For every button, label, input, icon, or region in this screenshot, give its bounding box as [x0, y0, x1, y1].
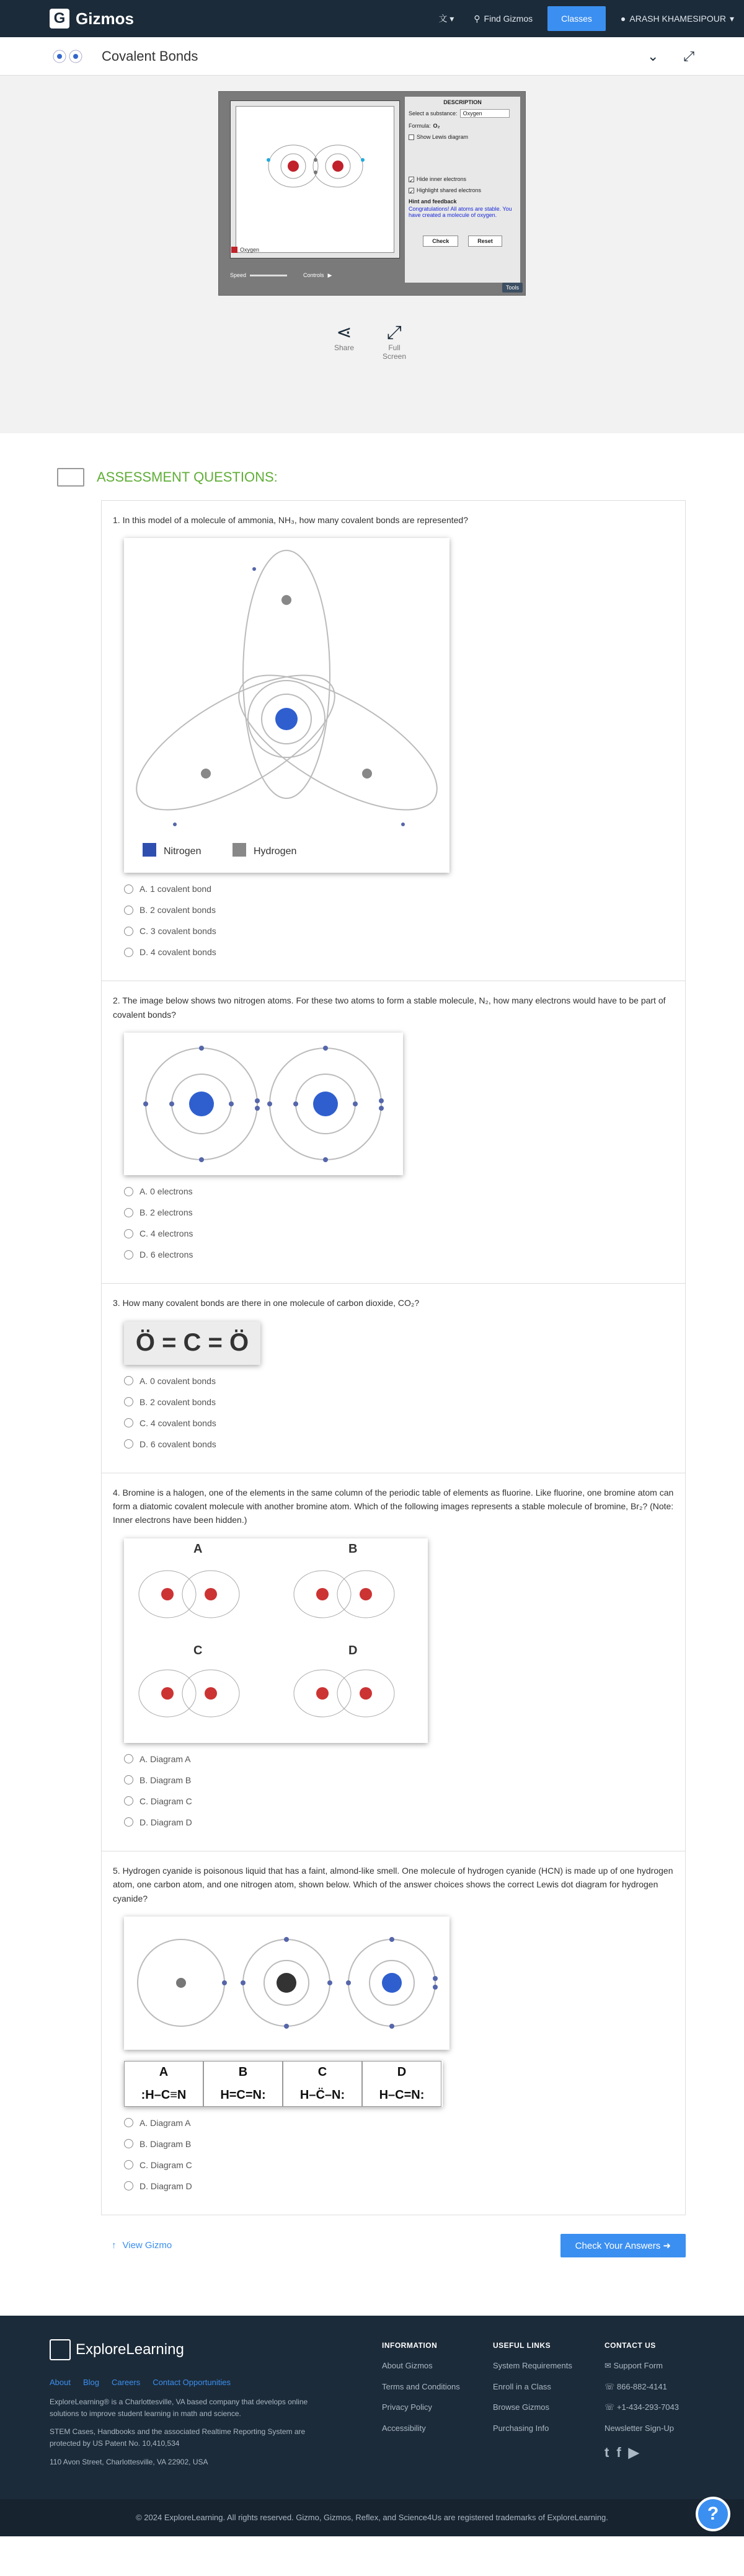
- phone-link[interactable]: ☏ 866-882-4141: [604, 2381, 667, 2391]
- question-1: 1. In this model of a molecule of ammonia, NH₃, how many covalent bonds are represented? Nitrogen Hydrogen A. 1 covalent bond B. 2 covalent bonds C. 3 covalent bonds D. 4 covalent bonds: [102, 501, 685, 981]
- footer-link[interactable]: System Requirements: [493, 2361, 572, 2371]
- answer-option[interactable]: D. Diagram D: [124, 1817, 674, 1827]
- gizmo-title: Covalent Bonds: [102, 48, 198, 64]
- answer-option[interactable]: D. 6 electrons: [124, 1250, 674, 1259]
- share-button[interactable]: ⋖ Share: [334, 322, 355, 352]
- radio-button[interactable]: [124, 2160, 133, 2169]
- oxygen-swatch: [231, 247, 237, 253]
- answer-option[interactable]: B. 2 electrons: [124, 1207, 674, 1217]
- question-4: 4. Bromine is a halogen, one of the elements in the same column of the periodic table of elements as fluorine. Like fluorine, one bromine atom can form a diatomic covalent molecule with another bromine atom. Which of the following images represents a stable molecule of bromine, Br₂? (Note: Inner electrons have been hidden.) A B C D A. Diagram A B. Diagram B C. Diagram C D. Diagram D: [102, 1473, 685, 1851]
- assessment-heading: ASSESSMENT QUESTIONS:: [97, 469, 278, 485]
- answer-option[interactable]: A. 0 covalent bonds: [124, 1376, 674, 1386]
- footer-link[interactable]: Terms and Conditions: [382, 2381, 460, 2391]
- footer-link[interactable]: Blog: [82, 2377, 100, 2387]
- simulation[interactable]: Oxygen DESCRIPTION Select a substance: Oxygen Formula: O₂ Show Lewis diagram ✓ Hide inner electrons ✓ Highlight shared electrons Hint and feedback Congratulations! All atoms are stable. You have created a molecule of oxygen. Check Reset Speed Controls ▶ Tools: [218, 91, 526, 296]
- speed-slider[interactable]: [250, 275, 287, 276]
- play-icon[interactable]: ▶: [327, 271, 332, 278]
- answer-option[interactable]: C. 4 covalent bonds: [124, 1418, 674, 1428]
- diagram-label: A: [193, 1542, 203, 1556]
- language-menu[interactable]: 文 ▾: [438, 14, 454, 24]
- youtube-icon[interactable]: ▶: [628, 2445, 639, 2461]
- check-button[interactable]: Check: [423, 236, 458, 247]
- newsletter-link[interactable]: Newsletter Sign-Up: [604, 2423, 674, 2433]
- footer-link[interactable]: About: [50, 2377, 71, 2387]
- radio-button[interactable]: [124, 1187, 133, 1196]
- footer-link[interactable]: Careers: [112, 2377, 141, 2387]
- footer-link[interactable]: Enroll in a Class: [493, 2381, 551, 2391]
- answer-option[interactable]: A. 0 electrons: [124, 1186, 674, 1196]
- answer-option[interactable]: B. 2 covalent bonds: [124, 1397, 674, 1407]
- checklist-icon: [57, 468, 84, 487]
- answer-option[interactable]: B. Diagram B: [124, 2139, 674, 2149]
- diagram-label: D: [348, 1643, 358, 1657]
- copyright: © 2024 ExploreLearning. All rights reserved. Gizmo, Gizmos, Reflex, and Science4Us are registered trademarks of ExploreLearning.: [0, 2499, 744, 2536]
- check-answers-button[interactable]: Check Your Answers ➜: [560, 2234, 686, 2257]
- footer-link[interactable]: Privacy Policy: [382, 2402, 432, 2412]
- question-2: 2. The image below shows two nitrogen atoms. For these two atoms to form a stable molecule, N₂, how many electrons would have to be part of covalent bonds? A. 0 electrons B. 2 electrons C. 4 electrons D. 6 electrons: [102, 981, 685, 1284]
- top-bar: [0, 0, 744, 37]
- radio-button[interactable]: [124, 2118, 133, 2127]
- twitter-icon[interactable]: t: [604, 2445, 609, 2461]
- radio-button[interactable]: [124, 2181, 133, 2190]
- answer-option[interactable]: C. 4 electrons: [124, 1228, 674, 1238]
- radio-button[interactable]: [124, 948, 133, 957]
- classes-button[interactable]: Classes: [547, 6, 606, 31]
- user-icon: ●: [620, 14, 626, 24]
- hcn-atoms-figure: [124, 1917, 450, 2050]
- oxygen-molecule: [236, 107, 395, 254]
- chevron-down-icon[interactable]: ⌄: [647, 48, 659, 64]
- search-icon: ⚲: [474, 13, 480, 24]
- radio-button[interactable]: [124, 1796, 133, 1806]
- hcn-lewis-choices: A :H–C≡N B H=C=N: C H–C̈–N: D H–C=N:: [124, 2061, 443, 2107]
- footer-link[interactable]: Browse Gizmos: [493, 2402, 550, 2412]
- facebook-icon[interactable]: f: [616, 2445, 621, 2461]
- highlight-checkbox[interactable]: ✓: [409, 188, 414, 195]
- radio-button[interactable]: [124, 2139, 133, 2148]
- fullscreen-icon[interactable]: ⤢: [683, 48, 694, 64]
- footer-link[interactable]: Contact Opportunities: [153, 2377, 231, 2387]
- explorelearning-logo[interactable]: ExploreLearning: [50, 2339, 184, 2360]
- tools-button[interactable]: Tools: [502, 283, 523, 293]
- answer-option[interactable]: A. Diagram A: [124, 1754, 674, 1764]
- ammonia-figure: Nitrogen Hydrogen: [124, 538, 450, 873]
- radio-button[interactable]: [124, 1250, 133, 1259]
- radio-button[interactable]: [124, 1817, 133, 1827]
- radio-button[interactable]: [124, 1376, 133, 1385]
- lewis-checkbox[interactable]: [409, 135, 414, 140]
- gizmo-thumbnail-icon: [50, 44, 88, 69]
- hide-inner-checkbox[interactable]: ✓: [409, 177, 414, 183]
- sim-panel: DESCRIPTION Select a substance: Oxygen Formula: O₂ Show Lewis diagram ✓ Hide inner electrons ✓ Highlight shared electrons Hint and feedback Congratulations! All atoms are stable. You have created a molecule of oxygen. Check Reset: [405, 97, 520, 283]
- support-form-link[interactable]: ✉ Support Form: [604, 2361, 663, 2371]
- find-gizmos-link[interactable]: ⚲ Find Gizmos: [474, 13, 533, 24]
- diagram-label: C: [193, 1643, 203, 1657]
- footer-link[interactable]: Purchasing Info: [493, 2423, 549, 2433]
- footer: ExploreLearning About Blog Careers Contact Opportunities ExploreLearning® is a Charlottesville, VA based company that develops online solutions to improve student learning in math and science. STEM Cases, Handbooks and the associated Realtime Reporting System are protected by US Patent No. 10,410,534 110 Avon Street, Charlottesville, VA 22902, USA INFORMATION About Gizmos Terms and Conditions Privacy Policy Accessibility USEFUL LINKS System Requirements Enroll in a Class Browse Gizmos Purchasing Info CONTACT US ✉ Support Form ☏ 866-882-4141 ☏ +1-434-293-7043 Newsletter Sign-Up t f ▶ © 2024 ExploreLearning. All rights reserved. Gizmo, Gizmos, Reflex, and Science4Us are registered trademarks of ExploreLearning. ?: [0, 2316, 744, 2536]
- answer-option[interactable]: C. 3 covalent bonds: [124, 926, 674, 936]
- radio-button[interactable]: [124, 1418, 133, 1427]
- radio-button[interactable]: [124, 906, 133, 915]
- gizmo-subbar: [0, 37, 744, 76]
- phone-link[interactable]: ☏ +1-434-293-7043: [604, 2402, 679, 2412]
- radio-button[interactable]: [124, 1397, 133, 1406]
- answer-option[interactable]: C. Diagram C: [124, 1796, 674, 1806]
- diagram-label: B: [348, 1542, 358, 1556]
- gizmo-area: [0, 76, 744, 433]
- answer-option[interactable]: D. 6 covalent bonds: [124, 1439, 674, 1449]
- view-gizmo-link[interactable]: ↑ View Gizmo: [112, 2239, 172, 2251]
- reset-button[interactable]: Reset: [468, 236, 502, 247]
- radio-button[interactable]: [124, 884, 133, 894]
- question-3: 3. How many covalent bonds are there in one molecule of carbon dioxide, CO₂? Ö = C = Ö A. 0 covalent bonds B. 2 covalent bonds C. 4 covalent bonds D. 6 covalent bonds: [102, 1284, 685, 1473]
- g-logo-icon: G: [50, 9, 69, 29]
- arrow-up-icon: ↑: [112, 2239, 117, 2251]
- answer-option[interactable]: D. 4 covalent bonds: [124, 947, 674, 957]
- fullscreen-button[interactable]: ⤢ Full Screen: [379, 322, 410, 361]
- footer-link[interactable]: Accessibility: [382, 2423, 426, 2433]
- question-list: [101, 500, 686, 2215]
- share-icon: ⋖: [336, 322, 352, 343]
- radio-button[interactable]: [124, 927, 133, 936]
- question-5: 5. Hydrogen cyanide is poisonous liquid that has a faint, almond-like smell. One molecule of hydrogen cyanide (HCN) is made up of one hydrogen atom, one carbon atom, and one nitrogen atom, shown below. Which of the answer choices shows the correct Lewis dot diagram for hydrogen cyanide? A :H–C≡N B H=C=N: C H–C̈–N: D H–C=N: A. Diagram A B. Diagram B C. Diagram C D. Diagram D: [113, 1865, 673, 2191]
- radio-button[interactable]: [124, 1439, 133, 1449]
- gizmos-logo[interactable]: G Gizmos: [50, 9, 134, 29]
- substance-select[interactable]: Oxygen: [460, 109, 510, 118]
- nitrogen-atoms-figure: [124, 1033, 403, 1175]
- answer-option[interactable]: D. Diagram D: [124, 2181, 674, 2191]
- sim-canvas[interactable]: [230, 100, 400, 258]
- bromine-diagrams: [124, 1538, 428, 1743]
- help-button[interactable]: ?: [696, 2497, 730, 2531]
- radio-button[interactable]: [124, 1229, 133, 1238]
- user-menu[interactable]: ● ARASH KHAMESIPOUR ▾: [620, 13, 734, 24]
- answer-option[interactable]: B. Diagram B: [124, 1775, 674, 1785]
- radio-button[interactable]: [124, 1775, 133, 1784]
- answer-option[interactable]: A. 1 covalent bond: [124, 884, 674, 894]
- answer-option[interactable]: C. Diagram C: [124, 2160, 674, 2170]
- radio-button[interactable]: [124, 1754, 133, 1763]
- radio-button[interactable]: [124, 1208, 133, 1217]
- co2-formula: Ö = C = Ö: [124, 1321, 260, 1365]
- answer-option[interactable]: B. 2 covalent bonds: [124, 905, 674, 915]
- expand-icon: ⤢: [387, 322, 402, 343]
- logo-icon: [50, 2339, 71, 2360]
- footer-link[interactable]: About Gizmos: [382, 2361, 433, 2371]
- answer-option[interactable]: A. Diagram A: [124, 2118, 674, 2128]
